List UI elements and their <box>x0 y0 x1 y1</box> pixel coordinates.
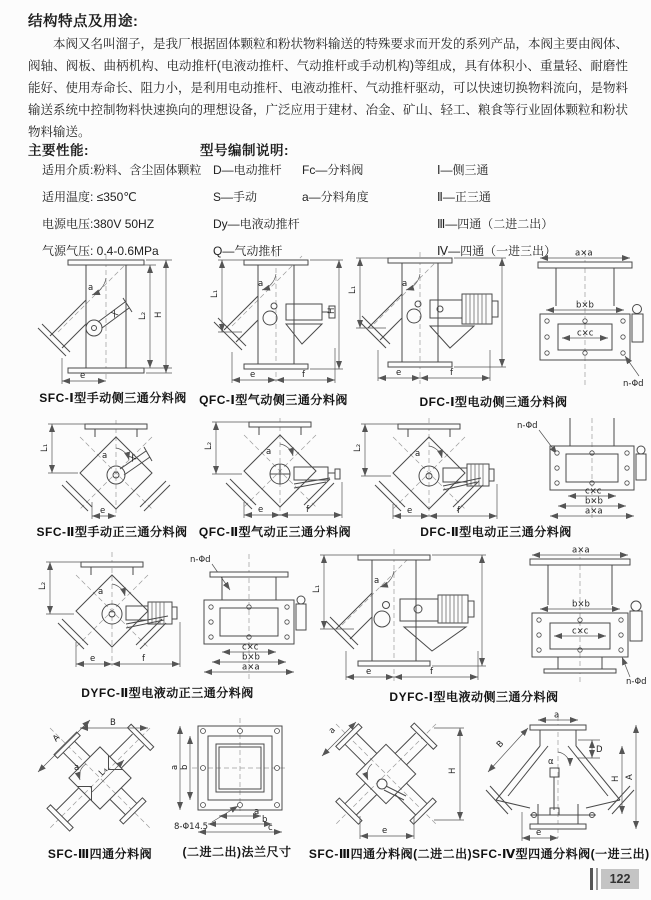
figure-dyfc1 <box>300 545 648 705</box>
dim-label-e: e <box>396 368 402 378</box>
legend-item: S—手动 <box>213 190 258 204</box>
dim-label-a: a <box>254 807 260 817</box>
dim-label-l: L₂ <box>138 311 148 320</box>
page-number-block <box>590 868 639 890</box>
dim-label-bxb: b×b <box>576 300 594 311</box>
dim-label-angle: a <box>98 587 104 597</box>
dim-label-x: X <box>127 452 139 465</box>
dim-label-h: H <box>327 307 337 314</box>
dim-label-angle: a <box>258 279 264 289</box>
dim-label-cxc: c×c <box>242 642 259 653</box>
dim-label-axa: a×a <box>585 506 603 517</box>
legend-item: Ⅳ—四通（一进三出） <box>437 244 557 258</box>
dim-label-B: B <box>494 738 507 751</box>
dim-label-l4: L₄ <box>97 765 110 779</box>
dim-label-b: b <box>180 764 190 770</box>
dim-label-A: A <box>51 732 63 745</box>
figure-dyfc2 <box>30 548 305 701</box>
page-number-bar <box>596 868 598 890</box>
figure-qfc1 <box>196 248 351 408</box>
intro-paragraph: 本阀又名叫溜子，是我厂根据固体颗粒和粉状物料输送的特殊要求而开发的系列产品，本阀主要由阀体、阀轴、阀板、曲柄机构、电动推杆(电液动推杆、气动推杆或手动机构)等组成，具有体积小、重量轻、耐磨性能好、使用寿命长、阻力小，是利用电动推杆、电液动推杆、气动推杆驱动，可以快速切换物料流向，是物料输送系统中控制物料快速换向的理想设备，广泛应用于建材、冶金、矿山、轻工、粮食等行业固体颗粒和粉状物料输送。 <box>28 37 629 139</box>
dim-label-f: f <box>457 506 460 516</box>
sfc3-drawing <box>30 712 170 842</box>
dim-label-x: X <box>109 308 121 321</box>
dim-label-f: f <box>142 654 145 664</box>
dim-label-nd: n-Φd <box>626 677 647 687</box>
figure-sfc3 <box>30 712 170 862</box>
figure-qfc2 <box>196 416 354 540</box>
dim-label-axa: a×a <box>575 248 593 259</box>
dim-label-angle: a <box>102 451 108 461</box>
figure-caption: SFC-Ⅳ型四通分料阀(一进三出) <box>472 847 650 861</box>
dim-label-bxb: b×b <box>585 496 603 507</box>
figure-caption: DYFC-Ⅱ型电液动正三通分料阀 <box>81 686 254 700</box>
figure-sfc3-2in2out <box>308 712 473 862</box>
dim-label-f: f <box>430 667 433 677</box>
legend-item: Dy—电液动推杆 <box>213 217 300 231</box>
dim-label-nd: n-Φd <box>190 555 211 565</box>
dim-label-e: e <box>250 370 256 380</box>
sfc4-drawing <box>472 712 644 842</box>
dim-label-f: f <box>306 505 309 515</box>
dim-label-l: L₂ <box>353 443 363 452</box>
sfc2-drawing <box>28 418 196 520</box>
performance-heading: 主要性能: <box>28 143 89 158</box>
legend-item: Ⅱ—正三通 <box>437 190 491 204</box>
performance-item: 气源气压: 0.4-0.6MPa <box>42 244 159 258</box>
page-title: 结构特点及用途: <box>28 14 139 30</box>
dim-label-e: e <box>382 826 388 836</box>
dim-label-angle: a <box>402 279 408 289</box>
figure-caption: SFC-Ⅰ型手动侧三通分料阀 <box>39 391 187 405</box>
figure-caption: QFC-Ⅰ型气动侧三通分料阀 <box>199 393 348 407</box>
figure-caption: QFC-Ⅱ型气动正三通分料阀 <box>198 525 352 539</box>
dim-label-angle: a <box>266 447 272 457</box>
figure-sfc2 <box>28 418 196 540</box>
figure-caption: DFC-Ⅱ型电动正三通分料阀 <box>420 525 572 539</box>
dim-label-b: b <box>262 815 268 825</box>
dim-label-h: H <box>448 767 458 774</box>
figure-caption: SFC-Ⅱ型手动正三通分料阀 <box>36 525 188 539</box>
dim-label-a: a <box>170 764 180 770</box>
sfc1-drawing <box>28 250 198 386</box>
figure-caption: SFC-Ⅲ四通分料阀 <box>47 847 153 861</box>
qfc1-drawing <box>196 248 351 388</box>
legend-item: a—分料角度 <box>302 190 369 204</box>
dim-label-axa: a×a <box>242 662 260 673</box>
figure-caption: DYFC-Ⅰ型电液动侧三通分料阀 <box>389 690 559 704</box>
figure-sfc1 <box>28 250 198 406</box>
dim-label-l: L₂ <box>38 581 48 590</box>
dim-label-l: L₁ <box>210 289 220 298</box>
dim-label-e: e <box>80 371 86 381</box>
figure-dfc1 <box>340 248 647 410</box>
figure-dfc2 <box>345 416 647 540</box>
dim-label-axa: a×a <box>572 545 590 556</box>
dim-label-l: L₁ <box>348 285 358 294</box>
dim-label-cxc: c×c <box>577 328 594 339</box>
dim-label-e: e <box>536 828 542 838</box>
dim-label-e: e <box>258 505 264 515</box>
legend-item: Ⅰ—侧三通 <box>437 163 489 177</box>
figure-flange-dims <box>168 716 306 860</box>
dim-label-a: a <box>554 710 560 721</box>
dim-label-cxc: c×c <box>572 626 589 637</box>
dim-label-holes: 8-Φ14.5 <box>174 822 209 832</box>
figure-caption: SFC-Ⅲ四通分料阀(二进二出) <box>308 847 473 861</box>
performance-item: 适用介质:粉料、含尘固体颗粒 <box>42 163 202 177</box>
dim-label-B: B <box>110 718 116 728</box>
dim-label-bxb: b×b <box>572 599 590 610</box>
dim-label-e: e <box>407 506 413 516</box>
legend-item: Ⅲ—四通（二进二出） <box>437 217 554 231</box>
four-way-body <box>24 701 177 854</box>
dyfc2-drawing <box>30 548 305 681</box>
figure-caption: (二进二出)法兰尺寸 <box>182 845 292 859</box>
sfc3b-drawing <box>308 712 473 842</box>
legend-item: Q—气动推杆 <box>213 244 283 258</box>
dim-label-f: f <box>450 368 453 378</box>
figure-sfc4 <box>472 710 650 862</box>
dim-label-angle: a <box>374 576 380 586</box>
dim-label-f: f <box>302 370 305 380</box>
dim-label-a: a <box>327 725 338 737</box>
dim-label-nd: n-Φd <box>623 379 644 389</box>
page-number: 122 <box>601 869 639 889</box>
figure-caption: DFC-Ⅰ型电动侧三通分料阀 <box>419 395 568 409</box>
dim-label-l: L₁ <box>40 443 50 452</box>
model-legend-heading: 型号编制说明: <box>200 143 289 158</box>
dim-label-angle: a <box>88 283 94 293</box>
qfc2-drawing <box>196 416 354 520</box>
dim-label-l: L₂ <box>204 441 214 450</box>
dim-label-d: D <box>596 745 603 755</box>
legend-item: Fc—分料阀 <box>302 163 364 177</box>
page-number-bar <box>590 868 593 890</box>
performance-item: 电源电压:380V 50HZ <box>42 217 155 231</box>
dim-label-angle: a <box>74 763 80 773</box>
dim-label-nd: n-Φd <box>517 421 538 431</box>
branch-pipe <box>38 300 86 356</box>
legend-item: D—电动推杆 <box>213 163 282 177</box>
dim-label-e: e <box>90 654 96 664</box>
dim-label-e: e <box>366 667 372 677</box>
dim-label-h: H <box>611 775 621 782</box>
dim-label-angle: α <box>548 757 554 767</box>
dim-label-cxc: c×c <box>585 486 602 497</box>
performance-item: 适用温度: ≤350℃ <box>42 190 137 204</box>
dim-label-l: L₁ <box>312 584 322 593</box>
dfc2-drawing <box>345 416 647 520</box>
dim-label-c: c <box>268 823 273 833</box>
dim-label-h: H <box>154 311 164 318</box>
dim-label-bxb: b×b <box>242 652 260 663</box>
dim-label-angle: a <box>415 449 421 459</box>
dim-label-e: e <box>100 506 106 516</box>
legend-column-valve <box>302 157 369 211</box>
performance-list <box>42 157 201 265</box>
dyfc1-drawing <box>300 545 648 685</box>
flange-drawing <box>168 716 306 840</box>
dfc1-drawing <box>340 248 647 390</box>
dim-label-A: A <box>625 774 635 780</box>
